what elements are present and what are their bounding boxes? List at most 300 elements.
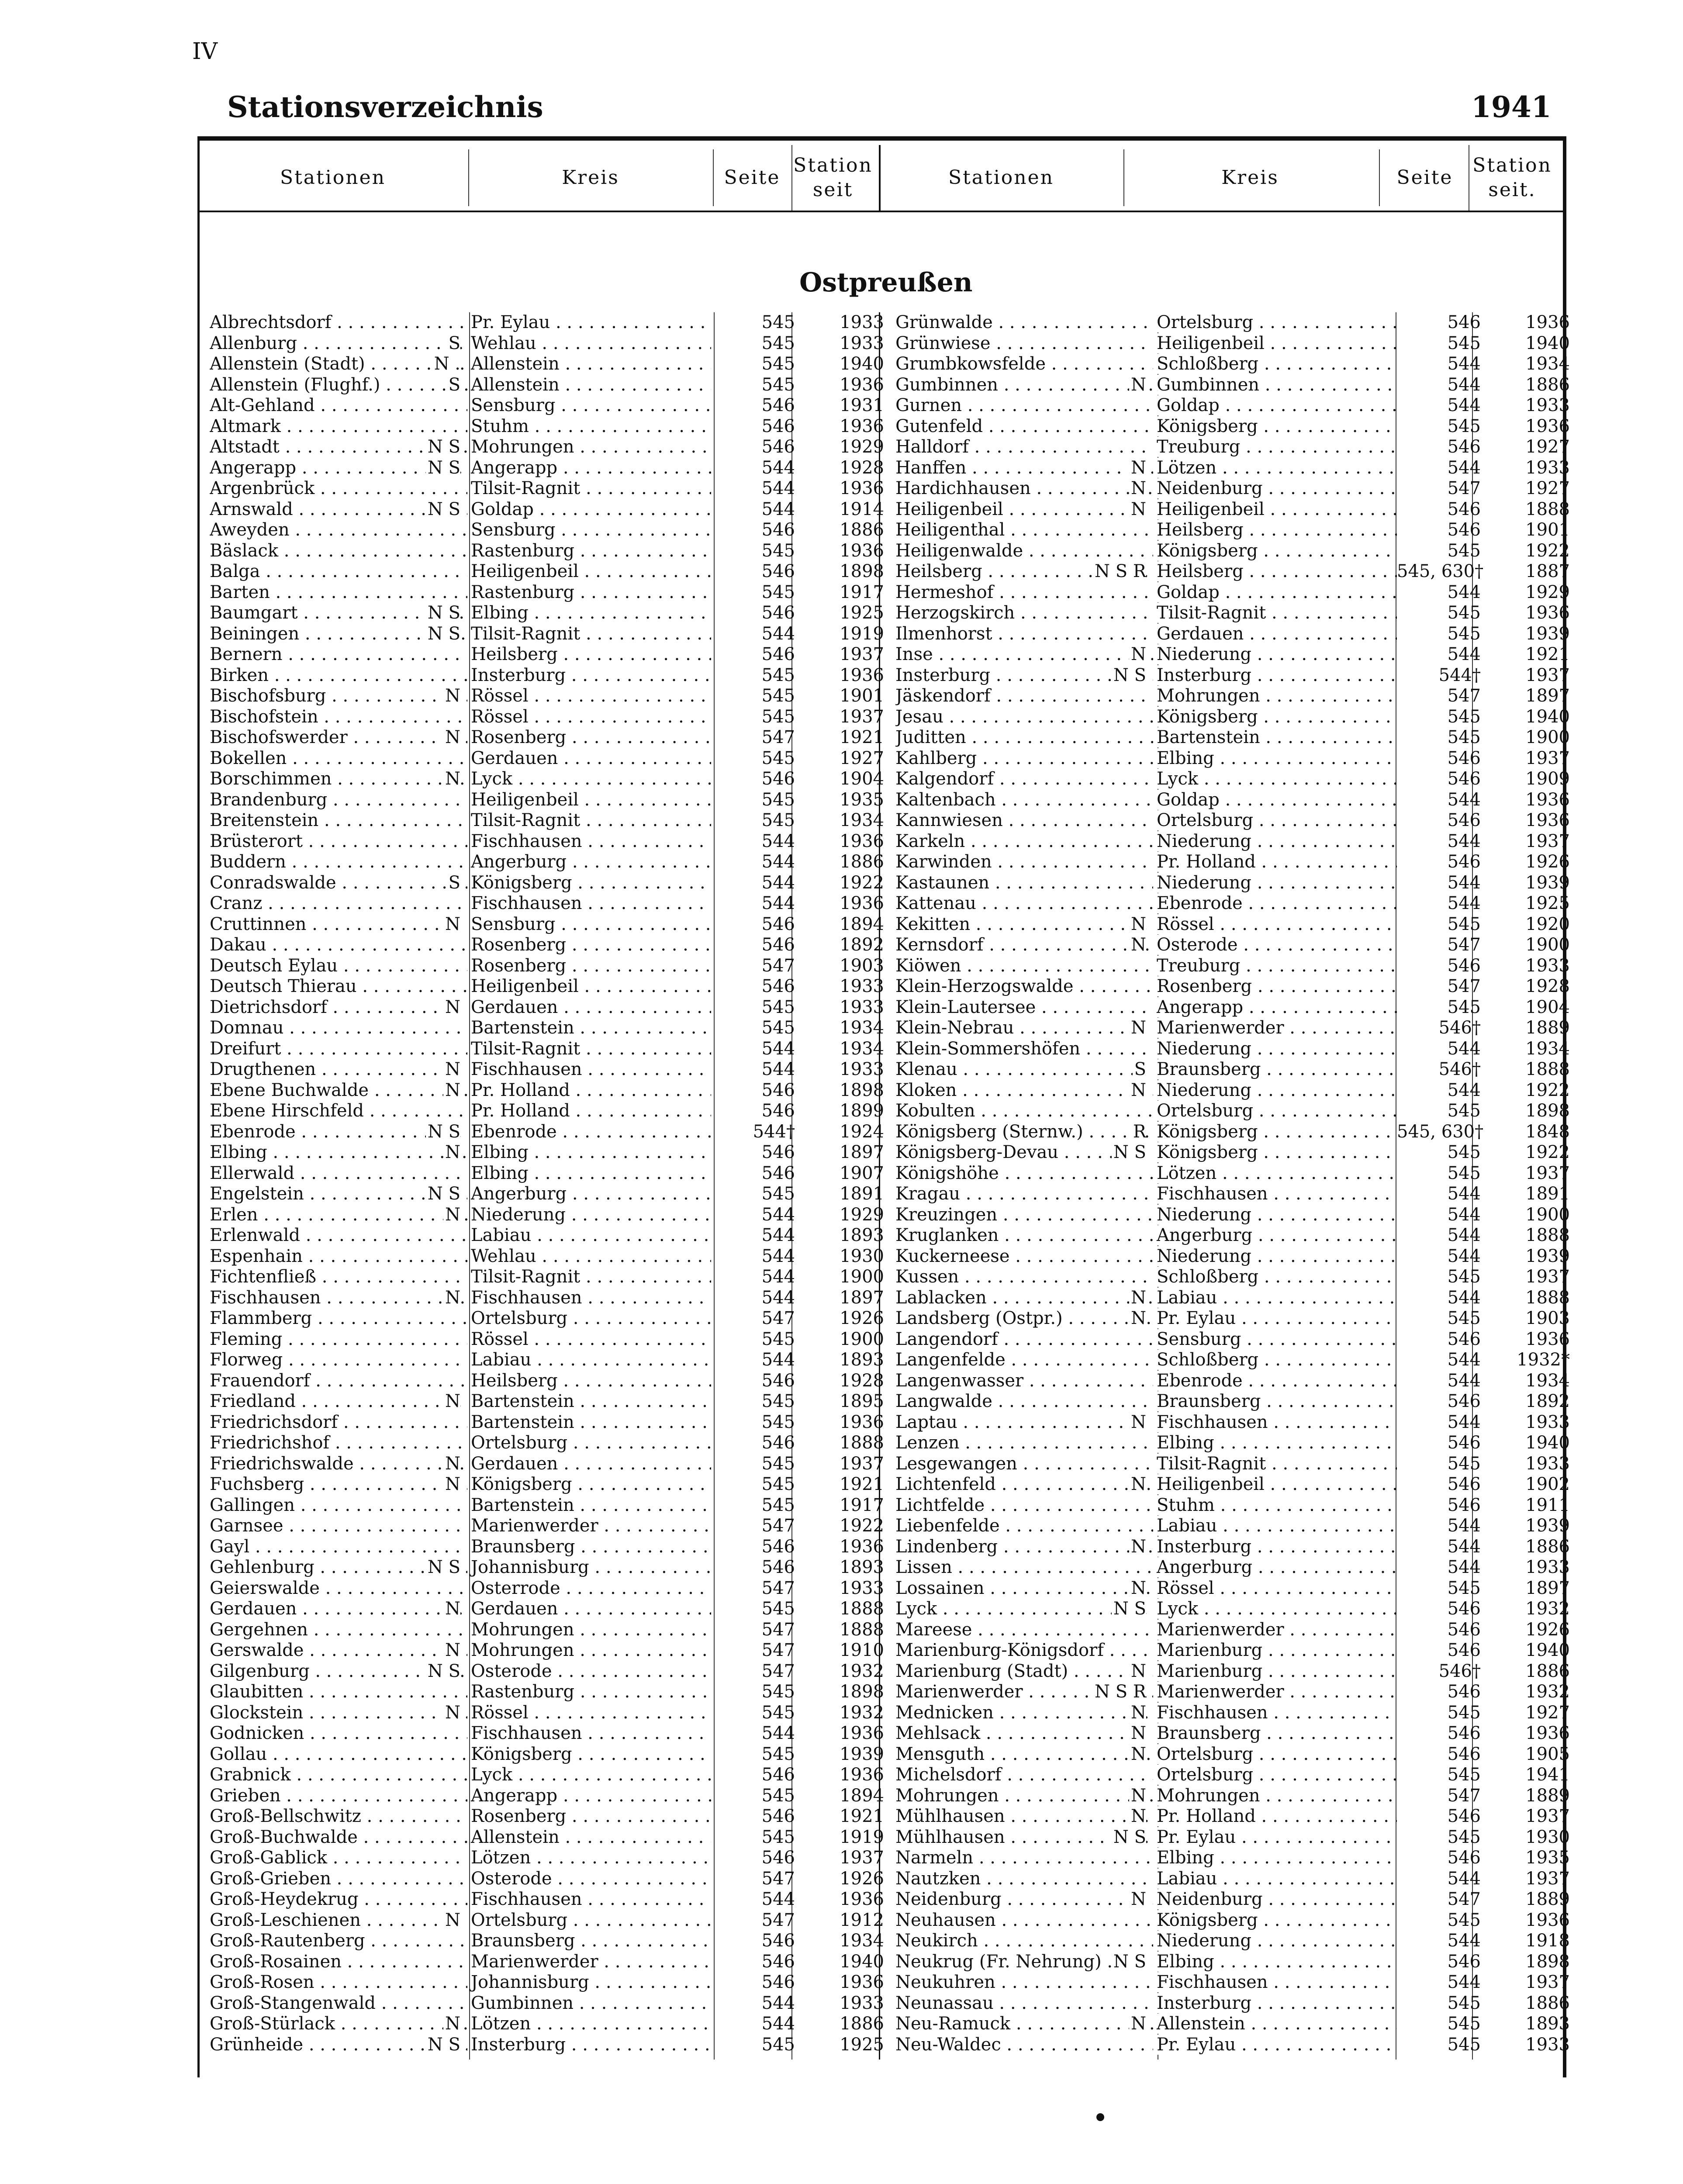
station-name: Lyck [895,1599,937,1619]
kreis-cell [1153,707,1397,728]
kreis-name: Osterrode [471,1578,560,1598]
kreis-cell [1153,935,1397,956]
station-seit-cell: 1903 [840,955,884,976]
station-seit-cell: 1909 [1525,769,1570,789]
seite-cell: 545 [761,1682,795,1702]
station-cell [895,1931,1153,1952]
station-cell [210,873,467,894]
station-cell [210,1972,467,1993]
station-cell [895,1474,1153,1495]
station-cell [210,1661,467,1682]
kreis-cell [467,520,711,541]
station-cell [210,1205,467,1226]
table-row [895,1578,1576,1599]
station-name: Kragau [895,1184,961,1204]
station-name: Grabnick [210,1765,291,1785]
kreis-name: Heilsberg [471,644,558,664]
kreis-name: Tilsit-Ragnit [471,810,581,830]
kreis-cell [467,582,711,603]
station-name: Barten [210,582,270,602]
station-name: Lindenberg [895,1536,998,1557]
station-marks: R [1131,1122,1146,1142]
station-seit-cell: 1933 [840,1059,884,1079]
station-seit-cell: 1933 [840,976,884,996]
station-cell [210,1080,467,1101]
table-row [895,2014,1576,2035]
kreis-name: Rastenburg [471,582,575,602]
seite-cell: 544 [761,1059,795,1079]
station-cell [210,914,467,935]
table-row [210,1246,890,1267]
kreis-name: Angerapp [1157,997,1244,1017]
header-divider [791,145,792,211]
seite-cell: 546 [1447,1495,1481,1515]
kreis-name: Pr. Eylau [1157,1308,1236,1328]
station-cell [210,1308,467,1329]
station-seit-cell: 1936 [840,416,884,436]
kreis-cell [1153,1848,1397,1869]
station-cell [895,1433,1153,1454]
station-name: Conradswalde [210,872,336,893]
station-cell [895,1599,1153,1620]
table-row [210,499,890,520]
station-name: Ellerwald [210,1163,295,1183]
station-marks: N [1129,1018,1146,1038]
kreis-cell [467,375,711,396]
kreis-name: Schloßberg [1157,1350,1259,1370]
station-seit-cell: 1934 [1525,1370,1570,1391]
station-name: Allenstein (Stadt) [210,354,365,374]
station-seit-cell: 1928 [840,1370,884,1391]
station-cell [895,914,1153,935]
station-cell [210,603,467,624]
page-title: Stationsverzeichnis [227,90,543,124]
kreis-cell [467,914,711,935]
table-row [210,748,890,769]
station-cell [895,333,1153,354]
page-number: IV [192,38,218,65]
seite-cell: 544 [1447,1972,1481,1992]
seite-cell: 547 [761,1868,795,1889]
station-seit-cell: 1898 [840,561,884,581]
kreis-name: Königsberg [471,872,572,893]
station-cell [210,956,467,977]
station-name: Groß-Leschienen [210,1910,361,1930]
station-cell [895,644,1153,665]
station-seit-cell: 1914 [840,499,884,519]
seite-cell: 546 [1447,1391,1481,1411]
station-name: Allenstein (Flughf.) [210,374,380,395]
header-station-label: Station [793,154,873,176]
station-cell [895,561,1153,582]
station-marks: N [1129,1288,1146,1308]
station-cell [210,1723,467,1744]
station-name: Neunassau [895,1993,994,2013]
seite-cell: 546 [761,561,795,581]
station-name: Groß-Stangenwald [210,1993,376,2013]
station-cell [895,790,1153,811]
station-name: Drugthenen [210,1059,316,1079]
table-row [895,416,1576,437]
station-name: Marienburg-Königsdorf [895,1640,1104,1660]
seite-cell: 546 [1447,1640,1481,1660]
station-seit-cell: 1888 [840,1433,884,1453]
seite-cell: 546 [761,1163,795,1183]
station-name: Marienburg (Stadt) [895,1661,1068,1681]
station-cell [895,1827,1153,1848]
left-rule [197,141,200,2077]
station-seit-cell: 1893 [840,1557,884,1577]
table-row [895,478,1576,499]
station-seit-cell: 1935 [840,789,884,810]
kreis-name: Marienwerder [471,1951,598,1972]
station-seit-cell: 1897 [1525,1578,1570,1598]
station-cell [210,665,467,686]
station-cell [895,1723,1153,1744]
kreis-name: Niederung [1157,1204,1251,1225]
table-row [895,1350,1576,1371]
station-marks: N [1129,935,1146,955]
table-row [895,790,1576,811]
station-marks: N [443,1080,460,1101]
station-name: Kreuzingen [895,1204,998,1225]
station-marks: N [443,1454,460,1474]
seite-cell: 546 [1447,1474,1481,1494]
station-seit-cell: 1936 [840,1889,884,1909]
kreis-cell [1153,1931,1397,1952]
kreis-cell [1153,1474,1397,1495]
station-seit-cell: 1936 [840,478,884,498]
station-name: Klein-Lautersee [895,997,1036,1017]
station-seit-cell: 1933 [840,333,884,353]
table-row [210,1122,890,1143]
header-divider [713,149,714,206]
table-row [210,541,890,562]
kreis-cell [1153,997,1397,1018]
kreis-cell [467,1433,711,1454]
station-name: Kussen [895,1267,959,1287]
kreis-name: Tilsit-Ragnit [471,1267,581,1287]
table-row [210,1620,890,1641]
seite-cell: 545 [761,1827,795,1847]
station-name: Hanffen [895,457,967,478]
header-divider [468,149,469,206]
seite-cell: 546 [1447,810,1481,830]
station-marks: N [443,1910,460,1931]
station-seit-cell: 1929 [840,437,884,457]
station-marks: N [443,1599,460,1619]
table-row [895,1516,1576,1537]
station-cell [210,437,467,458]
kreis-cell [1153,893,1397,914]
table-row [895,1765,1576,1786]
seite-cell: 545 [1447,1101,1481,1121]
kreis-name: Lötzen [1157,457,1217,478]
kreis-cell [1153,1661,1397,1682]
table-row [210,831,890,852]
seite-cell: 544 [1447,1516,1481,1536]
station-seit-cell: 1886 [840,2014,884,2034]
table-row [895,458,1576,479]
station-seit-cell: 1934 [840,810,884,830]
station-cell [895,1391,1153,1412]
seite-cell: 546 [761,1557,795,1577]
station-seit-cell: 1920 [1525,914,1570,934]
station-seit-cell: 1933 [1525,1412,1570,1432]
kreis-cell [467,1972,711,1993]
station-name: Karkeln [895,831,965,851]
kreis-cell [1153,1018,1397,1039]
table-row [210,1765,890,1786]
kreis-name: Pr. Holland [1157,852,1256,872]
seite-cell: 544 [761,478,795,498]
station-cell [210,1101,467,1122]
station-marks: N [1129,1806,1146,1827]
kreis-cell [467,1288,711,1309]
station-cell [210,1827,467,1848]
kreis-cell [467,1101,711,1122]
station-marks: N [443,1142,460,1163]
station-seit-cell: 1886 [840,520,884,540]
kreis-name: Lyck [1157,1599,1199,1619]
station-name: Lossainen [895,1578,985,1598]
seite-cell: 546 [761,644,795,664]
station-cell [895,1806,1153,1827]
station-cell [210,1869,467,1890]
kreis-name: Fischhausen [471,893,582,913]
table-row [210,956,890,977]
station-name: Langwalde [895,1391,992,1411]
kreis-cell [467,1163,711,1184]
station-cell [895,1142,1153,1163]
kreis-cell [1153,624,1397,645]
kreis-cell [1153,1682,1397,1703]
station-name: Hermeshof [895,582,994,602]
station-seit-cell: 1848 [1525,1121,1570,1142]
station-name: Fischhausen [210,1287,321,1308]
kreis-name: Pr. Eylau [471,312,550,332]
station-marks: N [1129,478,1146,499]
table-row [210,1080,890,1101]
kreis-cell [467,1640,711,1661]
station-name: Hardichhausen [895,478,1031,498]
station-marks: N [1129,499,1146,520]
table-row [210,1308,890,1329]
kreis-name: Osterode [471,1661,552,1681]
kreis-name: Allenstein [471,354,560,374]
kreis-cell [467,416,711,437]
station-name: Erlenwald [210,1225,301,1245]
kreis-name: Königsberg [1157,1142,1258,1162]
kreis-cell [467,665,711,686]
station-cell [895,1848,1153,1869]
station-cell [210,1557,467,1578]
table-row [210,1329,890,1350]
station-cell [895,499,1153,520]
seite-cell: 545 [761,1329,795,1349]
kreis-name: Osterode [471,1868,552,1889]
station-name: Groß-Buchwalde [210,1827,358,1847]
table-row [895,852,1576,873]
station-seit-cell: 1922 [1525,1142,1570,1162]
station-cell [210,1018,467,1039]
table-row [895,1454,1576,1475]
station-cell [895,1786,1153,1807]
header-kreis-right: Kreis [1221,166,1279,189]
kreis-cell [1153,520,1397,541]
station-name: Glaubitten [210,1682,304,1702]
seite-cell: 547 [761,1640,795,1660]
station-seit-cell: 1936 [1525,1329,1570,1349]
kreis-name: Bartenstein [471,1495,574,1515]
station-name: Alt-Gehland [210,395,315,415]
station-name: Laptau [895,1412,957,1432]
table-row [210,1163,890,1184]
station-name: Kannwiesen [895,810,1003,830]
station-cell [895,1350,1153,1371]
kreis-cell [1153,1993,1397,2014]
seite-cell: 544† [753,1121,795,1142]
station-cell [895,1018,1153,1039]
header-divider [1379,149,1380,206]
seite-cell: 544 [1447,354,1481,374]
kreis-name: Braunsberg [1157,1059,1261,1079]
seite-cell: 546 [1447,499,1481,519]
station-cell [895,1039,1153,1060]
station-cell [895,1080,1153,1101]
station-name: Groß-Heydekrug [210,1889,359,1909]
seite-cell: 547 [1447,1889,1481,1909]
seite-cell: 545 [761,354,795,374]
station-name: Bernern [210,644,283,664]
station-seit-cell: 1937 [1525,1806,1570,1826]
kreis-name: Allenstein [471,374,560,395]
kreis-name: Ebenrode [1157,1370,1243,1391]
kreis-name: Pr. Eylau [1157,1827,1236,1847]
seite-cell: 545 [761,748,795,768]
station-marks: N S [1112,1599,1146,1619]
station-cell [895,1101,1153,1122]
station-name: Gilgenburg [210,1661,310,1681]
kreis-name: Königsberg [1157,706,1258,727]
kreis-name: Rastenburg [471,1682,575,1702]
kreis-name: Rössel [471,1329,529,1349]
kreis-cell [1153,582,1397,603]
station-seit-cell: 1934 [1525,1038,1570,1059]
kreis-name: Rosenberg [471,955,567,976]
station-name: Mareese [895,1619,972,1640]
seite-cell: 546 [761,769,795,789]
kreis-name: Heiligenbeil [1157,333,1265,353]
station-name: Neidenburg [895,1889,1002,1909]
kreis-cell [1153,1308,1397,1329]
station-seit-cell: 1895 [840,1391,884,1411]
seite-cell: 544 [761,457,795,478]
table-row [210,624,890,645]
kreis-cell [467,1350,711,1371]
station-seit-cell: 1888 [1525,1225,1570,1245]
kreis-name: Ortelsburg [1157,312,1254,332]
station-marks: S [1133,1059,1146,1080]
station-cell [210,1412,467,1433]
kreis-cell [467,748,711,769]
station-name: Lissen [895,1557,952,1577]
seite-cell: 545 [1447,1308,1481,1328]
station-name: Altmark [210,416,281,436]
kreis-name: Rössel [471,686,529,706]
station-name: Kobulten [895,1101,975,1121]
table-row [895,333,1576,354]
kreis-cell [467,956,711,977]
table-row [210,727,890,748]
kreis-name: Goldap [1157,582,1220,602]
header-seit-label: seit. [1488,179,1536,201]
kreis-name: Sensburg [471,395,556,415]
kreis-cell [467,1786,711,1807]
kreis-name: Fischhausen [471,831,582,851]
seite-cell: 545 [761,997,795,1017]
station-cell [210,1578,467,1599]
kreis-name: Ebenrode [471,1121,557,1142]
seite-cell: 545 [1447,603,1481,623]
kreis-cell [1153,416,1397,437]
seite-cell: 547 [761,1516,795,1536]
kreis-cell [467,1661,711,1682]
kreis-cell [1153,1889,1397,1910]
station-cell [210,1225,467,1246]
table-row [895,1952,1576,1973]
table-row [895,1101,1576,1122]
kreis-name: Labiau [1157,1516,1217,1536]
seite-cell: 546 [1447,1723,1481,1743]
table-row [210,665,890,686]
kreis-name: Angerburg [471,852,567,872]
kreis-name: Lötzen [1157,1163,1217,1183]
station-marks: N [1129,1786,1146,1806]
station-name: Beiningen [210,623,300,644]
seite-cell: 546 [761,1101,795,1121]
station-cell [210,976,467,997]
table-row [895,1371,1576,1392]
kreis-name: Insterburg [1157,665,1252,685]
table-row [895,831,1576,852]
table-row [210,1786,890,1807]
kreis-name: Königsberg [471,1744,572,1764]
table-row [210,1184,890,1205]
kreis-name: Rastenburg [471,540,575,561]
kreis-cell [1153,1869,1397,1890]
station-name: Domnau [210,1018,284,1038]
table-row [210,935,890,956]
station-name: Marienwerder [895,1682,1023,1702]
station-marks: N [1129,1661,1146,1682]
kreis-cell [467,1225,711,1246]
table-row [210,354,890,375]
station-name: Narmeln [895,1848,974,1868]
kreis-name: Niederung [1157,1038,1251,1059]
seite-cell: 546 [1447,1744,1481,1764]
station-seit-cell: 1892 [840,935,884,955]
station-name: Neukuhren [895,1972,995,1992]
station-marks: N [1129,914,1146,935]
seite-cell: 545 [761,312,795,332]
station-cell [895,1225,1153,1246]
kreis-name: Elbing [1157,1433,1214,1453]
header-seit-label: seit [812,179,854,201]
station-cell [210,769,467,790]
kreis-name: Lyck [471,1765,513,1785]
station-seit-cell: 1926 [840,1868,884,1889]
